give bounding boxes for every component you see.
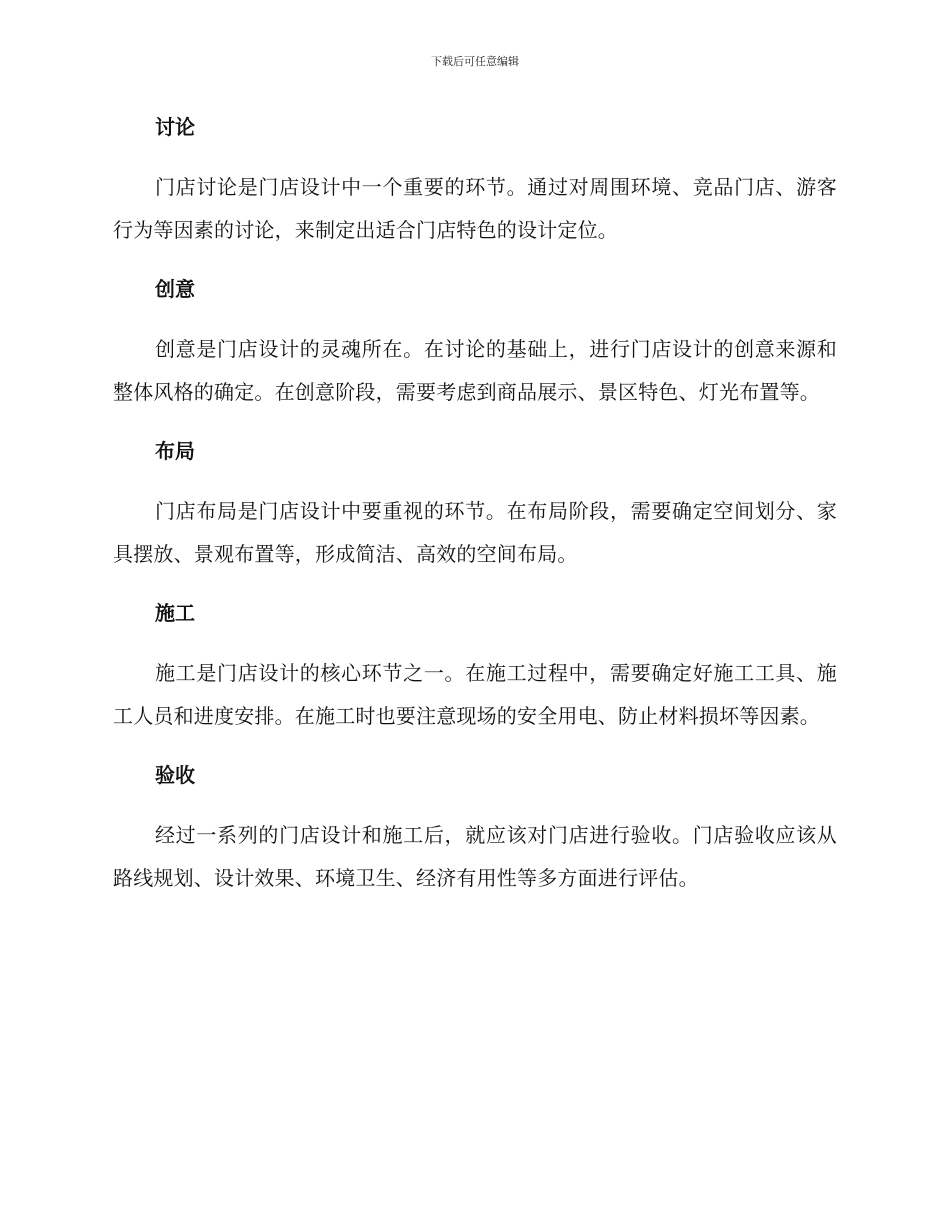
section-discussion — [113, 112, 837, 252]
section-heading: 施工 — [155, 601, 195, 625]
section-body: 经过一系列的门店设计和施工后，就应该对门店进行验收。门店验收应该从路线规划、设计效果、环境卫生、经济有用性等多方面进行评估。 — [113, 823, 837, 890]
section-body: 门店布局是门店设计中要重视的环节。在布局阶段，需要确定空间划分、家具摆放、景观布置等，形成简洁、高效的空间布局。 — [113, 499, 837, 566]
section-heading: 讨论 — [155, 115, 195, 139]
section-heading: 验收 — [155, 763, 195, 787]
section-body: 门店讨论是门店设计中一个重要的环节。通过对周围环境、竞品门店、游客行为等因素的讨论，来制定出适合门店特色的设计定位。 — [113, 175, 837, 242]
section-heading: 创意 — [155, 277, 195, 301]
section-layout — [113, 436, 837, 576]
section-construction — [113, 598, 837, 738]
section-heading: 布局 — [155, 439, 195, 463]
section-creativity — [113, 274, 837, 414]
section-body: 施工是门店设计的核心环节之一。在施工过程中，需要确定好施工工具、施工人员和进度安排。在施工时也要注意现场的安全用电、防止材料损坏等因素。 — [113, 661, 837, 728]
section-body: 创意是门店设计的灵魂所在。在讨论的基础上，进行门店设计的创意来源和整体风格的确定。在创意阶段，需要考虑到商品展示、景区特色、灯光布置等。 — [113, 337, 837, 404]
document-content — [113, 112, 837, 922]
page-header-note: 下载后可任意编辑 — [431, 55, 519, 68]
section-acceptance — [113, 760, 837, 900]
